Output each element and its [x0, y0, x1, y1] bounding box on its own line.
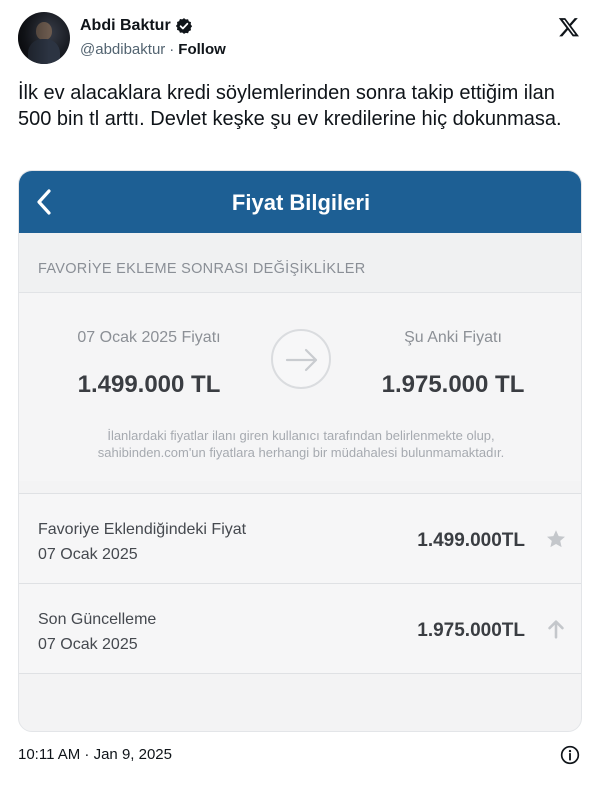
- old-price-value: 1.499.000 TL: [77, 371, 221, 398]
- author-name-row[interactable]: [80, 17, 193, 35]
- tweet-footer: [18, 745, 582, 767]
- tweet-media-screenshot[interactable]: [18, 170, 582, 732]
- handle-separator: ·: [169, 41, 175, 58]
- tweet-text: İlk ev alacaklara kredi söylemlerinden sonra takip ettiğim ilan 500 bin tl arttı. Devlet keşke şu ev kredilerine hiç dokunmasa.: [18, 82, 562, 130]
- list-item-title: Son Güncelleme: [38, 611, 157, 628]
- list-item-title: Favoriye Eklendiğindeki Fiyat: [38, 521, 247, 538]
- disclaimer-line-2: sahibinden.com'un fiyatlara herhangi bir müdahalesi bulunmamaktadır.: [97, 445, 505, 460]
- arrow-up-icon: [545, 618, 567, 640]
- list-item-date: 07 Ocak 2025: [38, 546, 138, 563]
- list-item-price: 1.975.000TL: [417, 620, 525, 641]
- app-header: [19, 171, 582, 233]
- price-history-list: [19, 493, 582, 673]
- author-display-name[interactable]: Abdi Baktur: [80, 17, 171, 34]
- price-comparison: [19, 293, 582, 481]
- author-handle[interactable]: @abdibaktur: [80, 41, 166, 58]
- new-price-label: Şu Anki Fiyatı: [404, 329, 502, 346]
- new-price-value: 1.975.000 TL: [381, 371, 525, 398]
- verified-badge-icon: [175, 17, 193, 35]
- follow-button[interactable]: Follow: [178, 41, 226, 58]
- tweet-header: [18, 12, 584, 68]
- list-item: [19, 494, 582, 584]
- app-title: Fiyat Bilgileri: [231, 190, 371, 215]
- price-disclaimer: [19, 427, 582, 461]
- old-price-label: 07 Ocak 2025 Fiyatı: [77, 329, 221, 346]
- section-label: FAVORİYE EKLEME SONRASI DEĞİŞİKLİKLER: [38, 261, 366, 277]
- avatar[interactable]: [18, 12, 70, 64]
- list-item-date: 07 Ocak 2025: [38, 636, 138, 653]
- author-handle-row: [80, 41, 226, 58]
- star-icon: [545, 528, 567, 550]
- arrow-right-icon: [271, 329, 331, 389]
- x-logo-icon[interactable]: [558, 16, 580, 38]
- list-item-price: 1.499.000TL: [417, 530, 525, 551]
- info-icon[interactable]: [560, 745, 580, 765]
- list-item: [19, 584, 582, 674]
- section-header: [19, 233, 582, 293]
- disclaimer-line-1: İlanlardaki fiyatlar ilanı giren kullanıcı tarafından belirlenmekte olup,: [107, 428, 495, 443]
- tweet-timestamp[interactable]: 10:11 AM · Jan 9, 2025: [18, 746, 172, 763]
